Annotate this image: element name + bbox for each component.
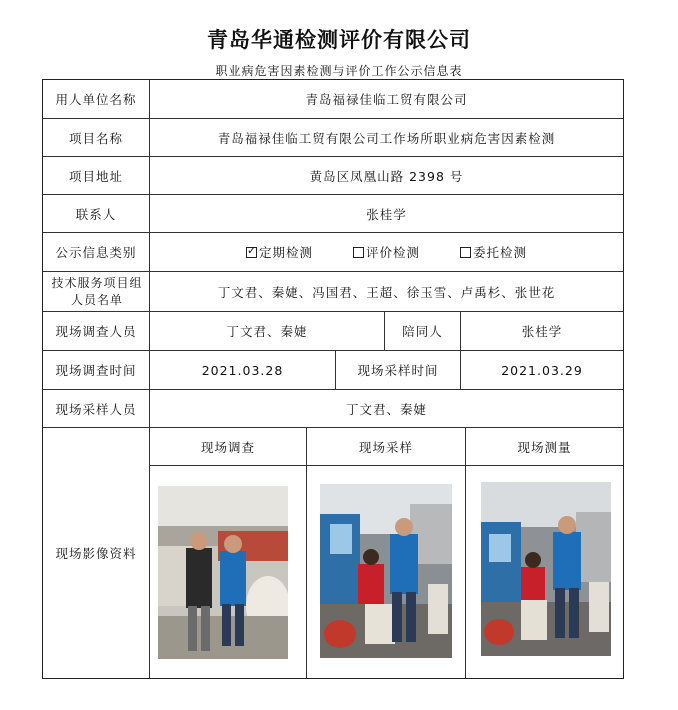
images-col-sampling: 现场采样 bbox=[358, 439, 413, 455]
sampling-photo bbox=[320, 484, 452, 658]
team-label: 技术服务项目组人员名单 bbox=[51, 275, 143, 307]
survey-staff-label: 现场调查人员 bbox=[55, 324, 137, 339]
project-label: 项目名称 bbox=[68, 130, 123, 146]
option-commissioned-label: 委托检测 bbox=[473, 245, 528, 260]
address-label: 项目地址 bbox=[68, 168, 123, 184]
survey-staff-value: 丁文君、秦婕 bbox=[226, 324, 308, 339]
category-label: 公示信息类别 bbox=[55, 245, 137, 260]
option-evaluation-label: 评价检测 bbox=[365, 245, 420, 260]
unchecked-box-icon bbox=[460, 247, 471, 258]
checked-box-icon bbox=[246, 247, 257, 258]
survey-time-label: 现场调查时间 bbox=[55, 363, 137, 378]
sampling-staff-label: 现场采样人员 bbox=[55, 401, 137, 417]
images-col-measure: 现场测量 bbox=[517, 439, 572, 455]
escort-value: 张桂学 bbox=[521, 324, 563, 339]
contact-label: 联系人 bbox=[75, 206, 117, 222]
sampling-time-label: 现场采样时间 bbox=[357, 363, 439, 378]
unchecked-box-icon bbox=[353, 247, 364, 258]
option-evaluation[interactable] bbox=[353, 243, 420, 261]
employer-label: 用人单位名称 bbox=[55, 92, 137, 107]
option-periodic-label: 定期检测 bbox=[258, 245, 313, 260]
contact-value: 张桂学 bbox=[366, 206, 407, 222]
info-table bbox=[42, 79, 624, 679]
option-periodic[interactable] bbox=[246, 243, 313, 261]
survey-photo bbox=[158, 486, 288, 659]
sampling-time-value: 2021.03.29 bbox=[501, 362, 583, 378]
option-commissioned[interactable] bbox=[460, 243, 527, 261]
measurement-photo bbox=[481, 482, 611, 656]
escort-label: 陪同人 bbox=[402, 324, 443, 339]
address-value: 黄岛区凤凰山路 2398 号 bbox=[309, 168, 464, 184]
images-col-survey: 现场调查 bbox=[200, 439, 255, 455]
category-options bbox=[150, 233, 623, 271]
employer-value: 青岛福禄佳临工贸有限公司 bbox=[305, 92, 468, 107]
project-value: 青岛福禄佳临工贸有限公司工作场所职业病危害因素检测 bbox=[217, 130, 556, 146]
images-label: 现场影像资料 bbox=[55, 546, 137, 561]
sampling-staff-value: 丁文君、秦婕 bbox=[345, 401, 427, 417]
team-value: 丁文君、秦婕、冯国君、王超、徐玉雪、卢禹杉、张世花 bbox=[217, 284, 556, 300]
survey-time-value: 2021.03.28 bbox=[201, 362, 284, 378]
form-title: 职业病危害因素检测与评价工作公示信息表 bbox=[215, 64, 463, 78]
company-title: 青岛华通检测评价有限公司 bbox=[207, 28, 471, 52]
